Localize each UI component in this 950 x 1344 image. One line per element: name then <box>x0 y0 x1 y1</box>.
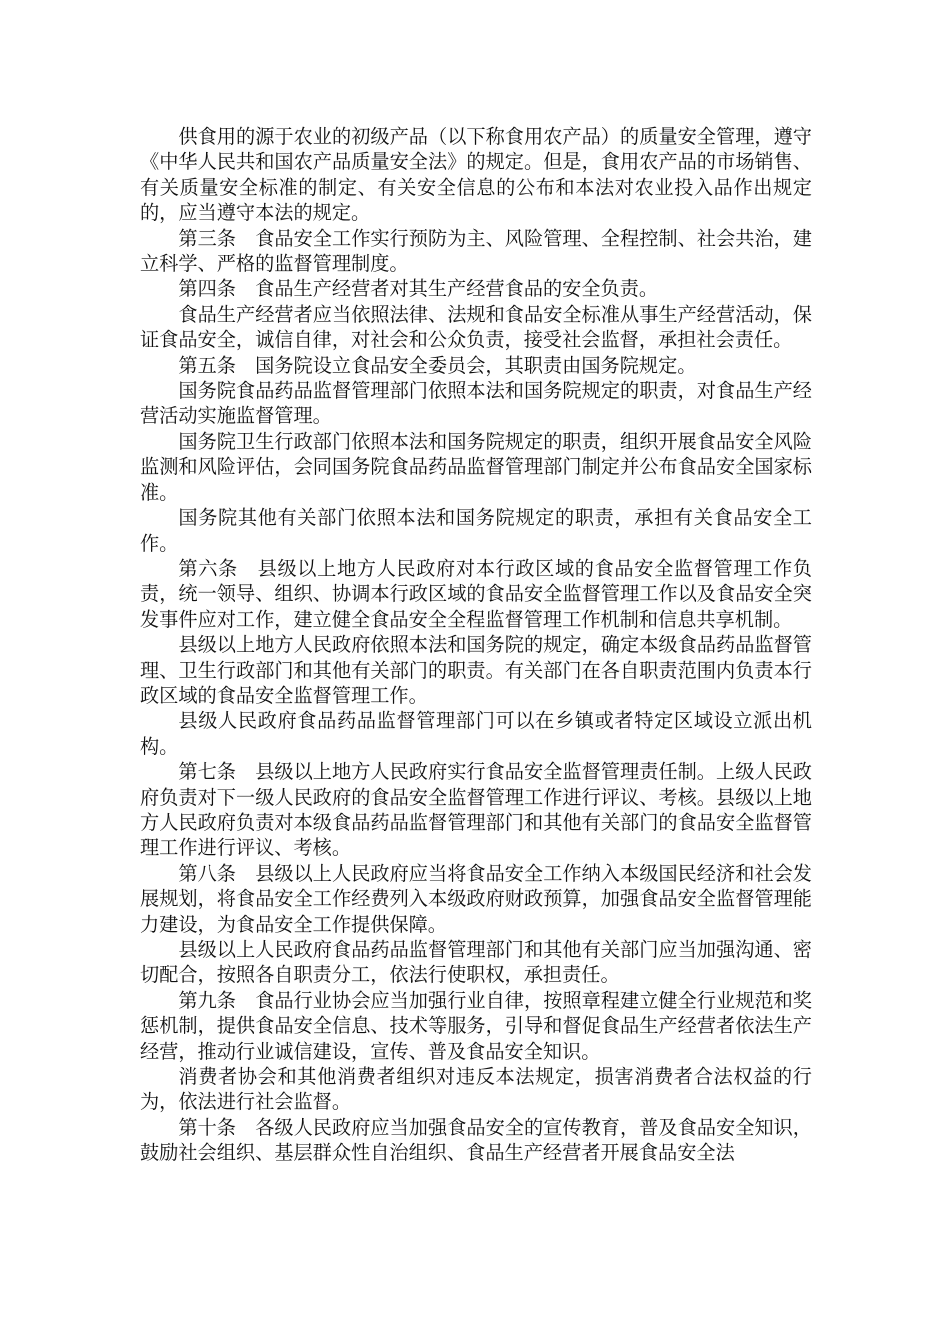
article-9: 第九条 食品行业协会应当加强行业自律，按照章程建立健全行业规范和奖惩机制，提供食品安全信息、技术等服务，引导和督促食品生产经营者依法生产经营，推动行业诚信建设，宣传、普及食品安全知识。 <box>140 988 812 1063</box>
article-5-paragraph-3: 国务院卫生行政部门依照本法和国务院规定的职责，组织开展食品安全风险监测和风险评估，会同国务院食品药品监督管理部门制定并公布食品安全国家标准。 <box>140 429 812 504</box>
paragraph-agricultural-products: 供食用的源于农业的初级产品（以下称食用农产品）的质量安全管理，遵守《中华人民共和国农产品质量安全法》的规定。但是，食用农产品的市场销售、有关质量安全标准的制定、有关安全信息的公布和本法对农业投入品作出规定的，应当遵守本法的规定。 <box>140 125 812 225</box>
article-8-paragraph-2: 县级以上人民政府食品药品监督管理部门和其他有关部门应当加强沟通、密切配合，按照各自职责分工，依法行使职权，承担责任。 <box>140 938 812 987</box>
article-8: 第八条 县级以上人民政府应当将食品安全工作纳入本级国民经济和社会发展规划，将食品安全工作经费列入本级政府财政预算，加强食品安全监督管理能力建设，为食品安全工作提供保障。 <box>140 861 812 936</box>
article-5-paragraph-4: 国务院其他有关部门依照本法和国务院规定的职责，承担有关食品安全工作。 <box>140 506 812 555</box>
article-4-paragraph-2: 食品生产经营者应当依照法律、法规和食品安全标准从事生产经营活动，保证食品安全，诚信自律，对社会和公众负责，接受社会监督，承担社会责任。 <box>140 302 812 352</box>
article-3: 第三条 食品安全工作实行预防为主、风险管理、全程控制、社会共治，建立科学、严格的监督管理制度。 <box>140 226 812 276</box>
article-5: 第五条 国务院设立食品安全委员会，其职责由国务院规定。 <box>178 353 697 377</box>
article-6-paragraph-3: 县级人民政府食品药品监督管理部门可以在乡镇或者特定区域设立派出机构。 <box>140 709 812 758</box>
article-7: 第七条 县级以上地方人民政府实行食品安全监督管理责任制。上级人民政府负责对下一级人民政府的食品安全监督管理工作进行评议、考核。县级以上地方人民政府负责对本级食品药品监督管理部门和其他有关部门的食品安全监督管理工作进行评议、考核。 <box>140 760 812 860</box>
article-5-paragraph-2: 国务院食品药品监督管理部门依照本法和国务院规定的职责，对食品生产经营活动实施监督管理。 <box>140 379 812 428</box>
article-9-paragraph-2: 消费者协会和其他消费者组织对违反本法规定，损害消费者合法权益的行为，依法进行社会监督。 <box>140 1065 812 1114</box>
article-10: 第十条 各级人民政府应当加强食品安全的宣传教育，普及食品安全知识，鼓励社会组织、基层群众性自治组织、食品生产经营者开展食品安全法 <box>140 1115 812 1165</box>
article-6-paragraph-2: 县级以上地方人民政府依照本法和国务院的规定，确定本级食品药品监督管理、卫生行政部门和其他有关部门的职责。有关部门在各自职责范围内负责本行政区域的食品安全监督管理工作。 <box>140 633 812 707</box>
document-page <box>140 124 812 1166</box>
article-4: 第四条 食品生产经营者对其生产经营食品的安全负责。 <box>178 277 659 301</box>
article-6: 第六条 县级以上地方人民政府对本行政区域的食品安全监督管理工作负责，统一领导、组织、协调本行政区域的食品安全监督管理工作以及食品安全突发事件应对工作，建立健全食品安全全程监督管理工作机制和信息共享机制。 <box>140 556 812 631</box>
